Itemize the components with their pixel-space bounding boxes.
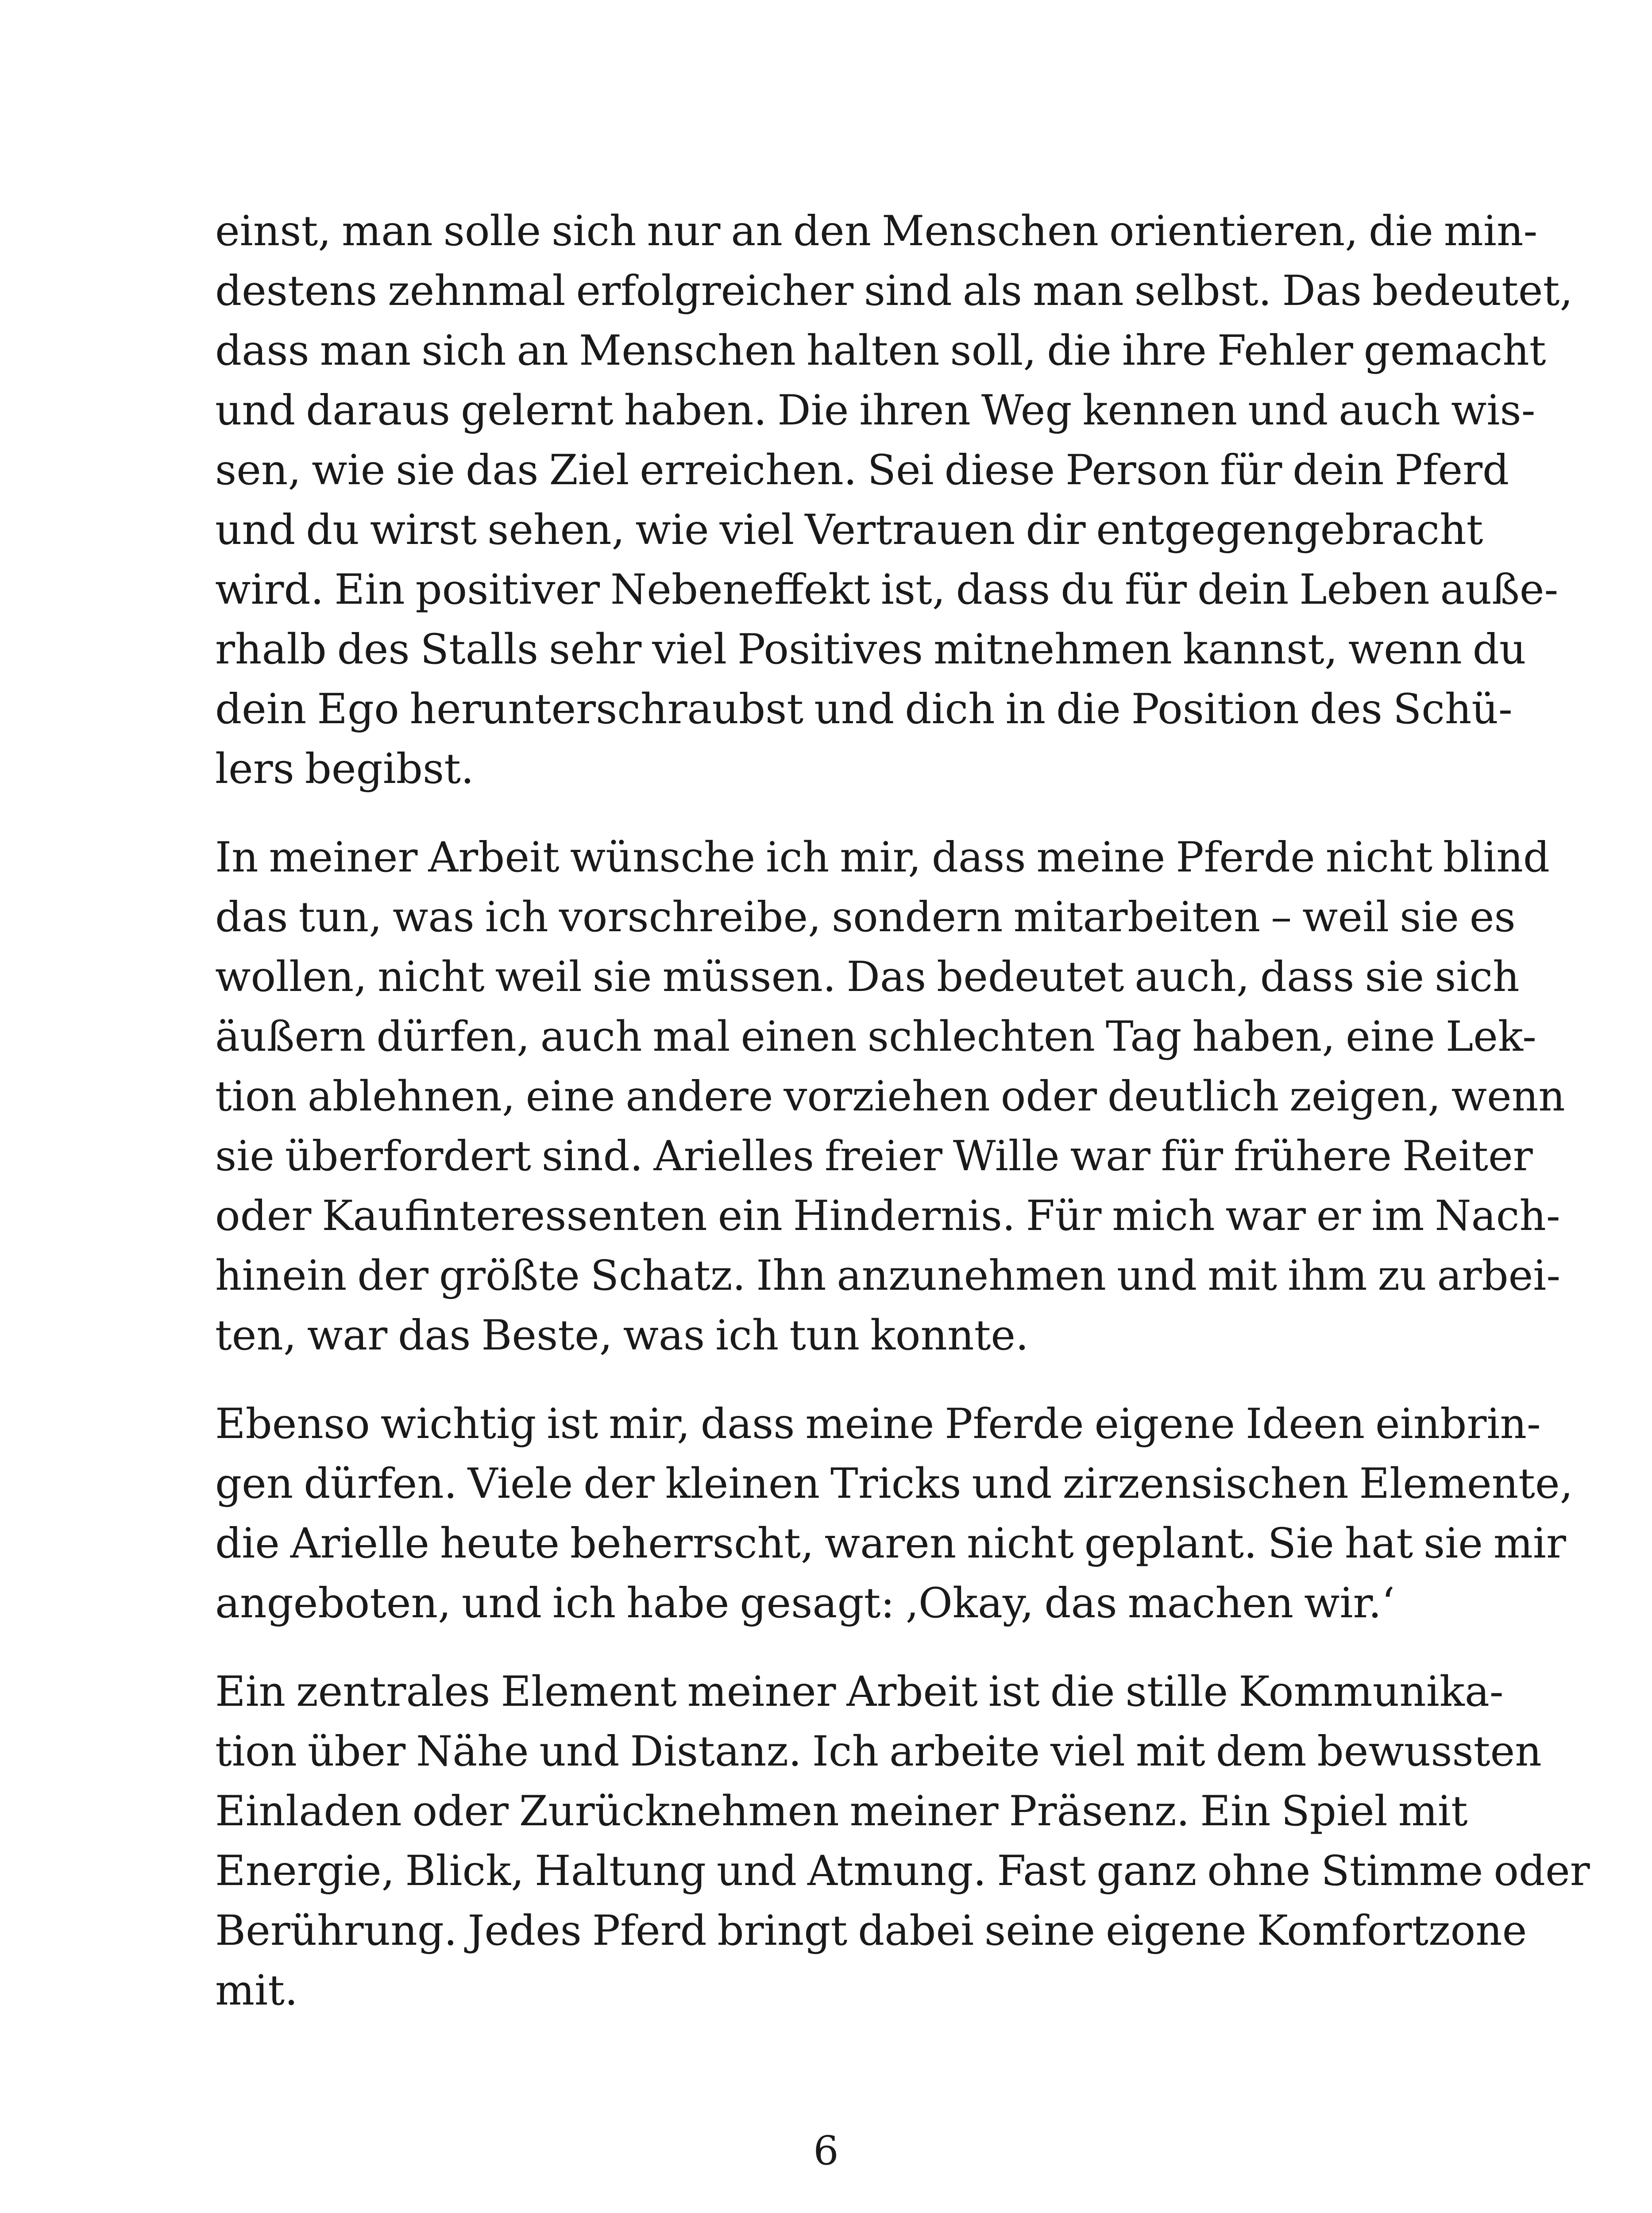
text-line: wollen, nicht weil sie müssen. Das bedeutet auch, dass sie sich	[215, 953, 1520, 1001]
text-line: destens zehnmal erfolgreicher sind als man selbst. Das bedeutet,	[215, 267, 1573, 315]
text-line: dein Ego herunterschraubst und dich in die Position des Schü-	[215, 685, 1513, 733]
text-line: sie überfordert sind. Arielles freier Wille war für frühere Reiter	[215, 1132, 1533, 1180]
text-line: und du wirst sehen, wie viel Vertrauen dir entgegengebracht	[215, 506, 1483, 554]
paragraph-2	[215, 828, 1565, 1365]
text-line: die Arielle heute beherrscht, waren nicht geplant. Sie hat sie mir	[215, 1519, 1566, 1568]
text-line: tion ablehnen, eine andere vorziehen oder deutlich zeigen, wenn	[215, 1072, 1565, 1121]
text-line: Ebenso wichtig ist mir, dass meine Pferde eigene Ideen einbrin-	[215, 1400, 1541, 1448]
text-line: das tun, was ich vorschreibe, sondern mitarbeiten – weil sie es	[215, 893, 1516, 941]
paragraph-4	[215, 1662, 1590, 2020]
text-line: oder Kaufinteressenten ein Hindernis. Für mich war er im Nach-	[215, 1192, 1560, 1240]
text-line: hinein der größte Schatz. Ihn anzunehmen und mit ihm zu arbei-	[215, 1252, 1561, 1300]
text-line: ten, war das Beste, was ich tun konnte.	[215, 1311, 1029, 1360]
body-text	[215, 201, 1590, 2020]
text-line: sen, wie sie das Ziel erreichen. Sei diese Person für dein Pferd	[215, 446, 1509, 494]
page-number: 6	[813, 2128, 839, 2174]
text-line: In meiner Arbeit wünsche ich mir, dass meine Pferde nicht blind	[215, 833, 1550, 882]
text-line: mit.	[215, 1966, 298, 2015]
text-line: angeboten, und ich habe gesagt: ‚Okay, das machen wir.‘	[215, 1579, 1395, 1627]
text-line: Berührung. Jedes Pferd bringt dabei seine eigene Komfortzone	[215, 1907, 1527, 1955]
text-line: Energie, Blick, Haltung und Atmung. Fast ganz ohne Stimme oder	[215, 1847, 1590, 1895]
text-line: lers begibst.	[215, 745, 474, 793]
text-line: einst, man solle sich nur an den Menschen orientieren, die min-	[215, 207, 1538, 255]
paragraph-3	[215, 1394, 1573, 1633]
text-line: rhalb des Stalls sehr viel Positives mitnehmen kannst, wenn du	[215, 625, 1526, 674]
text-line: dass man sich an Menschen halten soll, die ihre Fehler gemacht	[215, 327, 1546, 375]
text-line: Einladen oder Zurücknehmen meiner Präsenz. Ein Spiel mit	[215, 1787, 1468, 1835]
paragraph-1	[215, 201, 1573, 799]
text-line: äußern dürfen, auch mal einen schlechten Tag haben, eine Lek-	[215, 1013, 1536, 1061]
text-line: tion über Nähe und Distanz. Ich arbeite viel mit dem bewussten	[215, 1727, 1542, 1776]
text-line: und daraus gelernt haben. Die ihren Weg kennen und auch wis-	[215, 386, 1536, 435]
text-line: wird. Ein positiver Nebeneffekt ist, dass du für dein Leben auße-	[215, 566, 1559, 614]
text-line: gen dürfen. Viele der kleinen Tricks und zirzensischen Elemente,	[215, 1460, 1573, 1508]
text-line: Ein zentrales Element meiner Arbeit ist die stille Kommunika-	[215, 1668, 1504, 1716]
